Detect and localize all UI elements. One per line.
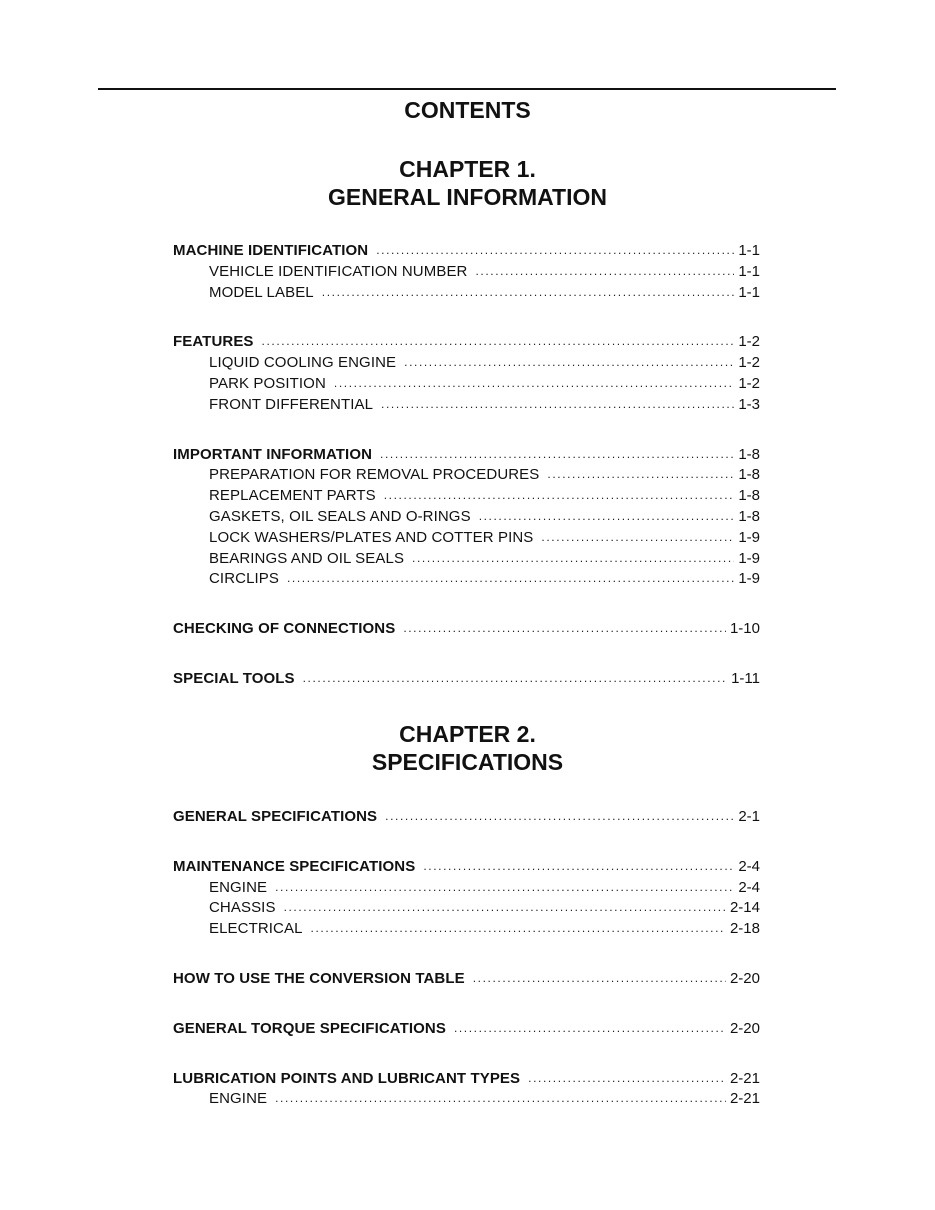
- chapter-2-toc: [173, 807, 760, 1110]
- toc-subentry[interactable]: PREPARATION FOR REMOVAL PROCEDURES ..... 1-8: [173, 465, 760, 486]
- toc-entry-conversion-table[interactable]: HOW TO USE THE CONVERSION TABLE ..... 2-20: [173, 969, 760, 990]
- toc-section: [173, 857, 760, 940]
- toc-section: [173, 1019, 760, 1040]
- toc-section: [173, 1069, 760, 1111]
- chapter-2-title: SPECIFICATIONS: [371, 749, 564, 775]
- toc-section: [173, 445, 760, 591]
- chapter-1-heading: [0, 155, 935, 211]
- toc-subentry[interactable]: VEHICLE IDENTIFICATION NUMBER ..... 1-1: [173, 262, 760, 283]
- toc-section: [173, 969, 760, 990]
- page-title: CONTENTS: [404, 97, 531, 123]
- toc-entry-general-torque-specifications[interactable]: GENERAL TORQUE SPECIFICATIONS ..... 2-20: [173, 1019, 760, 1040]
- toc-section: [173, 807, 760, 828]
- toc-subentry[interactable]: LOCK WASHERS/PLATES AND COTTER PINS ..... 1-9: [173, 528, 760, 549]
- toc-subentry[interactable]: ELECTRICAL ..... 2-18: [173, 919, 760, 940]
- toc-entry-lubrication-points[interactable]: LUBRICATION POINTS AND LUBRICANT TYPES ..... 2-21: [173, 1069, 760, 1090]
- chapter-1-toc: [173, 241, 760, 690]
- toc-subentry[interactable]: ENGINE ..... 2-21: [173, 1089, 760, 1110]
- toc-section: [173, 669, 760, 690]
- toc-subentry[interactable]: ENGINE ..... 2-4: [173, 878, 760, 899]
- toc-subentry[interactable]: BEARINGS AND OIL SEALS ..... 1-9: [173, 549, 760, 570]
- toc-entry-maintenance-specifications[interactable]: MAINTENANCE SPECIFICATIONS ..... 2-4: [173, 857, 760, 878]
- chapter-2-heading: [0, 720, 935, 776]
- toc-subentry[interactable]: FRONT DIFFERENTIAL ..... 1-3: [173, 395, 760, 416]
- toc-subentry[interactable]: CHASSIS ..... 2-14: [173, 898, 760, 919]
- toc-entry-features[interactable]: FEATURES ..... 1-2: [173, 332, 760, 353]
- toc-subentry[interactable]: LIQUID COOLING ENGINE ..... 1-2: [173, 353, 760, 374]
- toc-subentry[interactable]: REPLACEMENT PARTS ..... 1-8: [173, 486, 760, 507]
- toc-entry-important-information[interactable]: IMPORTANT INFORMATION ..... 1-8: [173, 445, 760, 466]
- chapter-2-number: CHAPTER 2.: [399, 721, 536, 747]
- toc-subentry[interactable]: CIRCLIPS ..... 1-9: [173, 569, 760, 590]
- toc-entry-general-specifications[interactable]: GENERAL SPECIFICATIONS ..... 2-1: [173, 807, 760, 828]
- toc-subentry[interactable]: MODEL LABEL ..... 1-1: [173, 283, 760, 304]
- toc-section: [173, 619, 760, 640]
- chapter-1-number: CHAPTER 1.: [399, 156, 536, 182]
- chapter-1-title: GENERAL INFORMATION: [328, 184, 607, 210]
- toc-section: [173, 332, 760, 415]
- toc-subentry[interactable]: GASKETS, OIL SEALS AND O-RINGS ..... 1-8: [173, 507, 760, 528]
- top-rule: [98, 88, 836, 90]
- toc-entry-machine-identification[interactable]: MACHINE IDENTIFICATION ..... 1-1: [173, 241, 760, 262]
- toc-entry-special-tools[interactable]: SPECIAL TOOLS ..... 1-11: [173, 669, 760, 690]
- toc-section: [173, 241, 760, 303]
- toc-entry-checking-of-connections[interactable]: CHECKING OF CONNECTIONS ..... 1-10: [173, 619, 760, 640]
- toc-subentry[interactable]: PARK POSITION ..... 1-2: [173, 374, 760, 395]
